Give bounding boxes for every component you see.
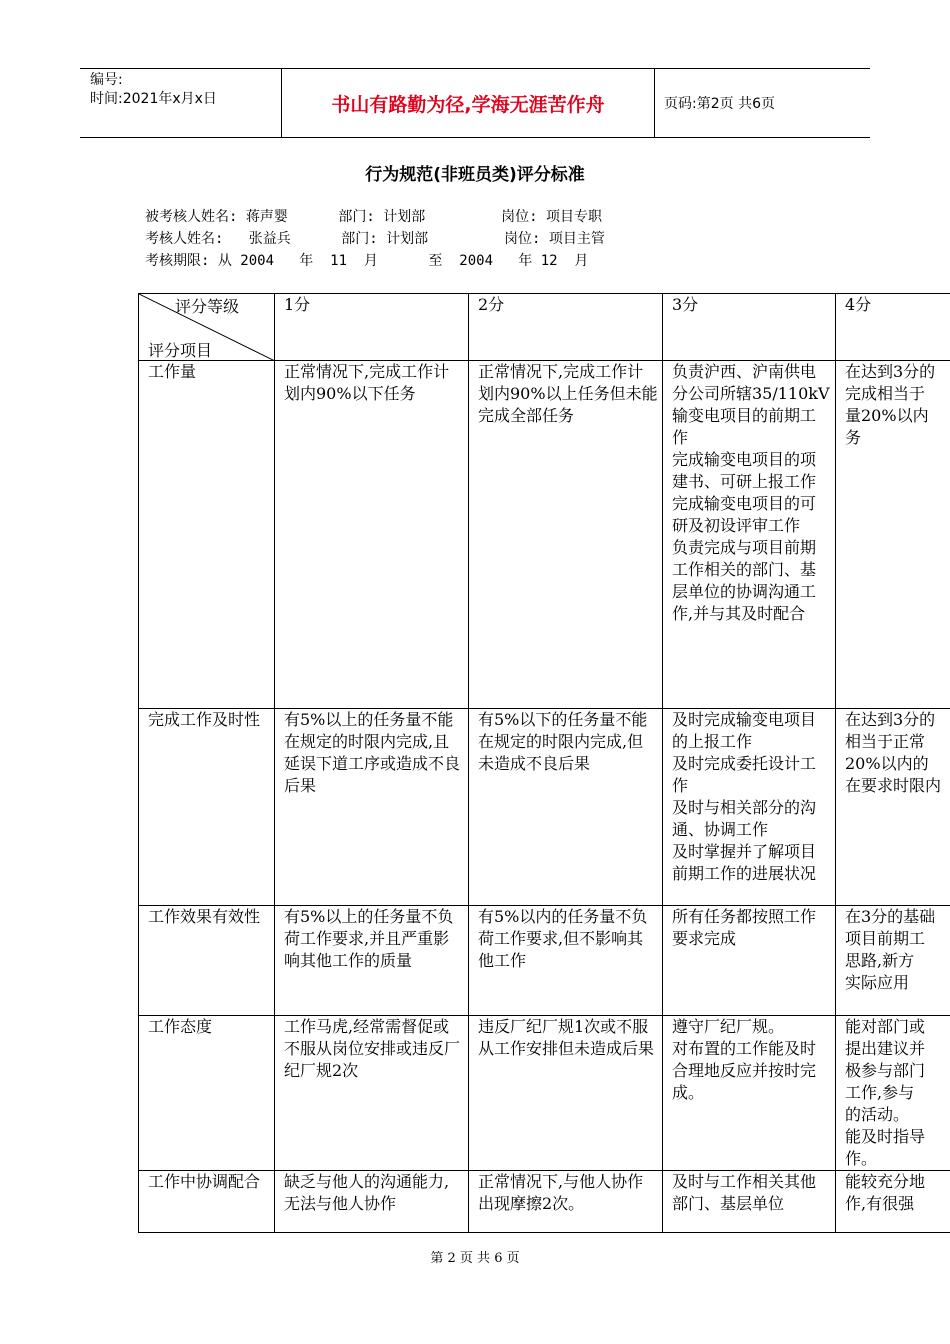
criteria-text: 遵守厂纪厂规。 <box>672 1017 785 1036</box>
item-name-cell: 工作量 <box>139 361 275 709</box>
criteria-text: 及时与相关部分的沟通、协调工作 <box>672 798 817 839</box>
criteria-text: 在要求时限内 <box>845 776 942 795</box>
header-meta <box>80 69 280 137</box>
criteria-text: 提出建议并 <box>845 1039 926 1058</box>
table-row <box>139 1171 950 1233</box>
grade-1-criteria-cell <box>275 1171 469 1233</box>
grade-3-criteria-cell <box>663 1016 836 1171</box>
criteria-text: 负责沪西、沪南供电分公司所辖35/110kV输变电项目的前期工作 <box>672 362 830 447</box>
grade-2-criteria-cell <box>469 709 663 906</box>
criteria-text: 有5%以内的任务量不负荷工作要求,但不影响其他工作 <box>478 907 648 970</box>
grade-2-criteria-cell <box>469 1016 663 1171</box>
grade-2-criteria-cell <box>469 361 663 709</box>
grade-header-2: 2分 <box>469 294 663 361</box>
criteria-text: 完成相当于 <box>845 384 926 403</box>
scoring-table <box>138 293 950 1233</box>
criteria-text: 作,有很强 <box>845 1194 915 1213</box>
criteria-text: 能较充分地 <box>845 1172 926 1191</box>
grade-1-criteria-cell <box>275 361 469 709</box>
document-title: 行为规范(非班员类)评分标准 <box>365 165 585 185</box>
item-name-cell: 工作效果有效性 <box>139 906 275 1016</box>
criteria-text: 及时完成输变电项目的上报工作 <box>672 710 817 751</box>
grade-3-criteria-cell <box>663 906 836 1016</box>
criteria-text: 所有任务都按照工作要求完成 <box>672 907 817 948</box>
doc-time-label: 时间:2021年x月x日 <box>90 91 217 107</box>
doc-number-label: 编号: <box>90 72 123 88</box>
grade-header-3: 3分 <box>663 294 836 361</box>
criteria-text: 完成输变电项目的可研及初设评审工作 <box>672 494 817 535</box>
criteria-text: 对布置的工作能及时合理地反应并按时完成。 <box>672 1039 817 1102</box>
criteria-text: 工作马虎,经常需督促或不服从岗位安排或违反厂纪厂规2次 <box>284 1017 461 1080</box>
criteria-text: 有5%以下的任务量不能在规定的时限内完成,但未造成不良后果 <box>478 710 648 773</box>
grade-3-criteria-cell <box>663 1171 836 1233</box>
grade-3-criteria-cell <box>663 361 836 709</box>
criteria-text: 正常情况下,完成工作计划内90%以下任务 <box>284 362 450 403</box>
criteria-text: 相当于正常 <box>845 732 926 751</box>
criteria-text: 思路,新方 <box>845 951 915 970</box>
page-header <box>80 68 870 138</box>
corner-grade-label: 评分等级 <box>175 297 240 316</box>
criteria-text: 违反厂纪厂规1次或不服从工作安排但未造成后果 <box>478 1017 655 1058</box>
criteria-text: 实际应用 <box>845 973 910 992</box>
criteria-text: 在达到3分的 <box>845 710 936 729</box>
criteria-text: 项目前期工 <box>845 929 926 948</box>
item-name-cell: 工作中协调配合 <box>139 1171 275 1233</box>
grade-1-criteria-cell <box>275 709 469 906</box>
grade-4-criteria-cell <box>836 709 950 906</box>
header-page-code: 页码:第2页 共6页 <box>664 96 775 112</box>
grade-2-criteria-cell <box>469 1171 663 1233</box>
criteria-text: 能及时指导 <box>845 1127 926 1146</box>
grade-1-criteria-cell <box>275 1016 469 1171</box>
criteria-text: 负责完成与项目前期工作相关的部门、基层单位的协调沟通工作,并与其及时配合 <box>672 538 817 623</box>
criteria-text: 有5%以上的任务量不负荷工作要求,并且严重影响其他工作的质量 <box>284 907 454 970</box>
criteria-text: 能对部门或 <box>845 1017 926 1036</box>
item-name-cell: 工作态度 <box>139 1016 275 1171</box>
info-period-line: 考核期限: 从 2004 年 11 月 至 2004 年 12 月 <box>145 253 589 269</box>
info-examiner-line: 考核人姓名: 张益兵 部门: 计划部 岗位: 项目主管 <box>145 231 605 247</box>
grade-header-row <box>139 294 950 361</box>
criteria-text: 在3分的基础 <box>845 907 936 926</box>
grade-1-criteria-cell <box>275 906 469 1016</box>
grade-header-4: 4分 <box>836 294 950 361</box>
grade-4-criteria-cell <box>836 361 950 709</box>
table-row <box>139 906 950 1016</box>
grade-header-1: 1分 <box>275 294 469 361</box>
criteria-text: 的活动。 <box>845 1105 910 1124</box>
criteria-text: 及时与工作相关其他部门、基层单位 <box>672 1172 817 1213</box>
grade-4-criteria-cell <box>836 1016 950 1171</box>
criteria-text: 有5%以上的任务量不能在规定的时限内完成,且延误下道工序或造成不良后果 <box>284 710 461 795</box>
criteria-text: 量20%以内 <box>845 406 929 425</box>
criteria-text: 正常情况下,与他人协作出现摩擦2次。 <box>478 1172 644 1213</box>
corner-item-label: 评分项目 <box>148 341 213 360</box>
grade-4-criteria-cell <box>836 906 950 1016</box>
grade-2-criteria-cell <box>469 906 663 1016</box>
item-name-cell: 完成工作及时性 <box>139 709 275 906</box>
page-footer: 第 2 页 共 6 页 <box>430 1251 520 1266</box>
criteria-text: 极参与部门 <box>845 1061 926 1080</box>
criteria-text: 完成输变电项目的项建书、可研上报工作 <box>672 450 817 491</box>
grade-3-criteria-cell <box>663 709 836 906</box>
header-motto: 书山有路勤为径,学海无涯苦作舟 <box>281 69 655 137</box>
table-row <box>139 361 950 709</box>
criteria-text: 及时掌握并了解项目前期工作的进展状况 <box>672 842 817 883</box>
criteria-text: 工作,参与 <box>845 1083 915 1102</box>
criteria-text: 缺乏与他人的沟通能力,无法与他人协作 <box>284 1172 450 1213</box>
criteria-text: 及时完成委托设计工作 <box>672 754 817 795</box>
corner-header-cell <box>139 294 275 361</box>
criteria-text: 作。 <box>845 1149 878 1168</box>
grade-4-criteria-cell <box>836 1171 950 1233</box>
info-examinee-line: 被考核人姓名: 蒋声婴 部门: 计划部 岗位: 项目专职 <box>145 209 603 225</box>
criteria-text: 务 <box>845 428 862 447</box>
criteria-text: 20%以内的 <box>845 754 929 773</box>
criteria-text: 正常情况下,完成工作计划内90%以上任务但未能完成全部任务 <box>478 362 658 425</box>
table-row <box>139 709 950 906</box>
criteria-text: 在达到3分的 <box>845 362 936 381</box>
table-row <box>139 1016 950 1171</box>
